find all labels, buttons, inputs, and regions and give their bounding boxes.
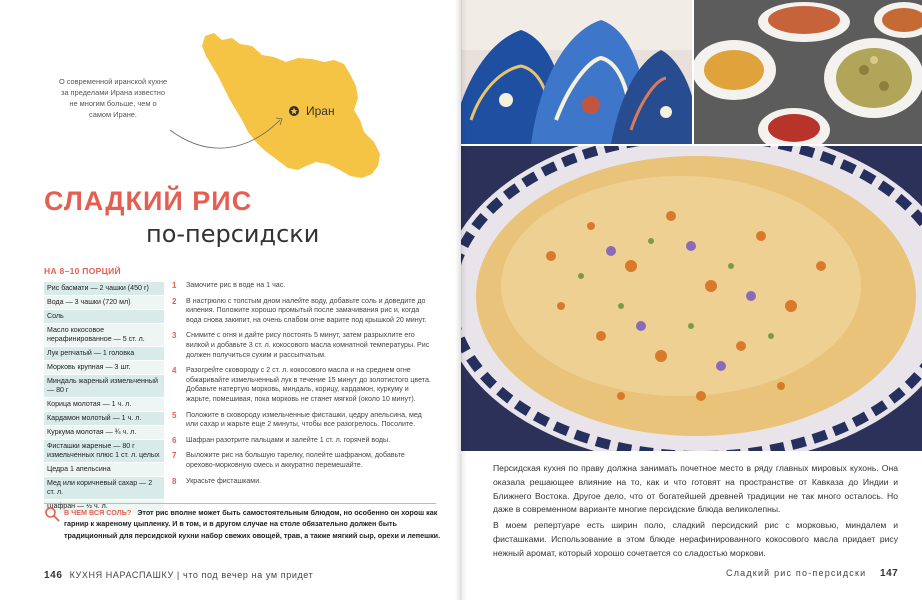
recipe-step: [172, 477, 434, 487]
vases-photo: [461, 0, 692, 144]
recipe-step: [172, 436, 434, 446]
step-number: 8: [172, 476, 177, 486]
tip-divider: [44, 503, 436, 504]
rice-dish-photo: [461, 146, 922, 451]
recipe-step: [172, 331, 434, 360]
book-spine-shadow: [455, 0, 467, 600]
ingredient-row: Лук репчатый — 1 головка: [44, 347, 164, 361]
recipe-steps: [172, 281, 434, 492]
step-number: 6: [172, 435, 177, 445]
ingredient-row: Цедра 1 апельсина: [44, 463, 164, 477]
ingredient-row: Куркума молотая — ¾ ч. л.: [44, 426, 164, 440]
recipe-step: [172, 281, 434, 291]
step-text: Разогрейте сковороду с 2 ст. л. кокосового масла и на среднем огне обжаривайте измельченный лук в течение 15 минут до золотистого цвета. Добавьте натертую морковь, миндаль, корицу, кардамон, куркуму и жарьте, помешивая, пока морковь не станет мягкой (около 10 минут).: [186, 366, 431, 403]
step-text: Выложите рис на большую тарелку, полейте шафраном, добавьте орехово-морковную смесь и аккуратно перемешайте.: [186, 451, 405, 469]
step-number: 4: [172, 366, 177, 376]
right-page: [461, 0, 922, 600]
step-text: Положите в сковороду измельченные фисташки, цедру апельсина, мед или сахар и жарьте еще 2 минуты, чтобы все разогрелось. Посолите.: [186, 410, 422, 429]
magnifier-icon: [44, 506, 60, 522]
step-number: 2: [172, 296, 177, 306]
step-number: 1: [172, 281, 177, 290]
step-number: 5: [172, 410, 177, 420]
ingredient-row: Кардамон молотый — 1 ч. л.: [44, 412, 164, 426]
article-paragraph: В моем репертуаре есть ширин поло, сладкий персидский рис с морковью, миндалем и фисташками. Использование в этом блюде нерафинированного кокосового масла придает рису нежный аромат, который хорошо сочетается со сладостью моркови.: [493, 520, 898, 558]
ingredient-row: Миндаль жареный измельченный — 80 г: [44, 375, 164, 398]
ingredient-row: Фисташки жареные — 80 г измельченных плюс 1 ст. л. целых: [44, 440, 164, 463]
ingredient-row: Рис басмати — 2 чашки (450 г): [44, 282, 164, 296]
step-text: Украсьте фисташками.: [186, 476, 262, 485]
tip-text: Этот рис вполне может быть самостоятельным блюдом, но особенно он хорош как гарнир к жареному цыпленку. И в том, и в другом случае на столе обязательно должен быть традиционный для персидской кухни набор свежих овощей, трав, а также мягкий сыр, орехи и лепешки.: [64, 508, 441, 540]
footer-right: [726, 568, 898, 579]
recipe-step: [172, 366, 434, 404]
recipe-subtitle: по-персидски: [146, 220, 320, 248]
page-number: 146: [44, 570, 63, 581]
map-pin-label: Иран: [306, 104, 335, 118]
step-number: 7: [172, 451, 177, 461]
ingredient-row: Морковь крупная — 3 шт.: [44, 361, 164, 375]
ingredient-row: Мед или коричневый сахар — 2 ст. л.: [44, 477, 164, 500]
footer-section: КУХНЯ НАРАСПАШКУ: [69, 570, 174, 580]
recipe-step: [172, 411, 434, 430]
recipe-step: [172, 297, 434, 326]
footer-chapter: что под вечер на ум придет: [182, 570, 314, 580]
article-paragraph: Персидская кухня по праву должна занимать почетное место в ряду главных мировых кухонь. Она оказала решающее влияние на то, как и что готовят на пространстве от Кавказа до Индии и Ближнего Востока. Другое дело, что от богатейшей древней традиции не так много осталось. Но даже в современном варианте многие персидские блюда великолепны.: [493, 463, 898, 515]
footer-separator: |: [176, 570, 180, 580]
footer-left: [44, 570, 313, 581]
map-note: О современной иранской кухне за пределами Ирана известно не многим больше, чем о самом Иране.: [58, 77, 168, 119]
ingredient-row: Вода — 3 чашки (720 мл): [44, 296, 164, 310]
article-body: [493, 462, 898, 563]
step-text: Снимите с огня и дайте рису постоять 5 минут, затем разрыхлите его вилкой и добавьте 3 ст. л. кокосового масла комнатной температуры. Рис должен получиться сухим и рассыпчатым.: [186, 331, 430, 359]
step-text: Замочите рис в воде на 1 час.: [186, 281, 286, 289]
spices-photo: [694, 0, 922, 144]
recipe-step: [172, 451, 434, 470]
ingredient-row: Шафран — ½ ч. л.: [44, 500, 164, 514]
page-number: 147: [880, 568, 899, 579]
step-text: Шафран разотрите пальцами и залейте 1 ст. л. горячей воды.: [186, 435, 391, 444]
tip-box: [64, 507, 442, 541]
ingredient-row: Соль: [44, 310, 164, 324]
recipe-title: СЛАДКИЙ РИС: [44, 186, 253, 216]
servings-label: НА 8–10 ПОРЦИЙ: [44, 266, 121, 276]
step-text: В настрюлю с толстым дном налейте воду, добавьте соль и доведите до кипения. Положите хорошо промытый после замачивания рис и, когда вода снова закипит, на очень слабом огне варите под крышкой 20 минут.: [186, 296, 427, 324]
ingredients-table: [44, 282, 164, 514]
footer-recipe-title: Сладкий рис по-персидски: [726, 568, 867, 578]
step-number: 3: [172, 331, 177, 341]
ingredient-row: Корица молотая — 1 ч. л.: [44, 398, 164, 412]
tip-heading: В ЧЕМ ВСЯ СОЛЬ?: [64, 508, 132, 517]
ingredient-row: Масло кокосовое нерафинированное — 5 ст. л.: [44, 324, 164, 347]
